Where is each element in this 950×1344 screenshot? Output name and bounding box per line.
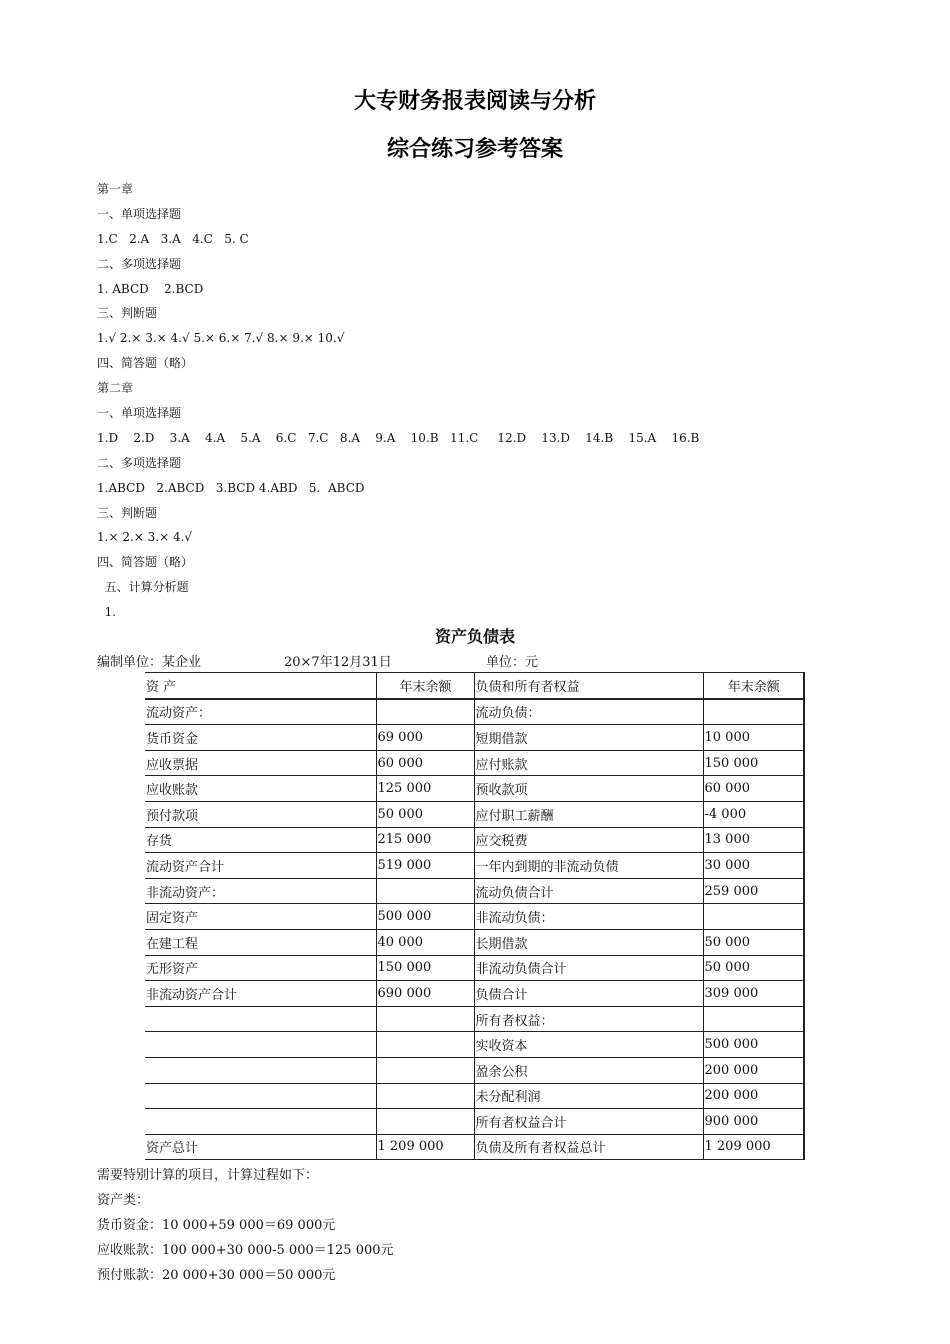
note-line: 货币资金：10 000+59 000＝69 000元 — [97, 1218, 336, 1233]
liability-balance-cell — [703, 699, 804, 725]
asset-item-cell — [145, 1006, 376, 1032]
table-row — [145, 750, 804, 776]
asset-item-cell — [145, 1109, 376, 1135]
answer-line: 1.C 2.A 3.A 4.C 5. C — [97, 231, 249, 246]
liability-item-cell: 未分配利润 — [474, 1083, 703, 1109]
liability-item-cell: 应交税费 — [474, 827, 703, 853]
liability-balance-cell: 60 000 — [703, 776, 804, 802]
liability-balance-cell: 30 000 — [703, 853, 804, 879]
chapter-2-heading: 第二章 — [97, 381, 134, 396]
liability-item-cell: 盈余公积 — [474, 1057, 703, 1083]
column-header: 资 产 — [145, 673, 376, 699]
liability-item-cell: 非流动负债合计 — [474, 955, 703, 981]
liability-balance-cell: 200 000 — [703, 1083, 804, 1109]
column-header: 年末余额 — [376, 673, 474, 699]
table-row — [145, 929, 804, 955]
asset-balance-cell: 60 000 — [376, 750, 474, 776]
asset-item-cell: 非流动资产： — [145, 878, 376, 904]
liability-item-cell: 短期借款 — [474, 725, 703, 751]
asset-balance-cell — [376, 1006, 474, 1032]
section-heading: 一、单项选择题 — [97, 406, 182, 421]
section-heading: 二、多项选择题 — [97, 455, 182, 470]
table-row — [145, 1134, 804, 1160]
note-line: 预付账款：20 000+30 000＝50 000元 — [97, 1268, 336, 1283]
asset-balance-cell: 500 000 — [376, 904, 474, 930]
report-date: 20×7年12月31日 — [284, 655, 392, 670]
preparer-unit: 编制单位：某企业 — [97, 655, 202, 670]
chapter-1-heading: 第一章 — [97, 182, 134, 196]
table-row — [145, 878, 804, 904]
note-line: 需要特别计算的项目，计算过程如下： — [97, 1168, 319, 1183]
liability-item-cell: 应付账款 — [474, 750, 703, 776]
note-line: 应收账款：100 000+30 000-5 000＝125 000元 — [97, 1243, 394, 1258]
question-number: 1. — [97, 605, 117, 620]
section-heading: 五、计算分析题 — [97, 580, 189, 595]
liability-item-cell: 一年内到期的非流动负债 — [474, 853, 703, 879]
balance-sheet-table — [145, 672, 805, 1160]
section-heading: 四、简答题（略） — [97, 356, 194, 371]
liability-item-cell: 流动负债： — [474, 699, 703, 725]
table-header-row — [145, 673, 804, 699]
section-heading: 三、判断题 — [97, 306, 158, 321]
liability-item-cell: 流动负债合计 — [474, 878, 703, 904]
section-heading: 二、多项选择题 — [97, 256, 182, 271]
liability-balance-cell: 10 000 — [703, 725, 804, 751]
document-subtitle: 综合练习参考答案 — [386, 136, 563, 162]
liability-balance-cell — [703, 1006, 804, 1032]
liability-balance-cell — [703, 904, 804, 930]
document-title: 大专财务报表阅读与分析 — [353, 88, 596, 114]
answer-line: 1.√ 2.× 3.× 4.√ 5.× 6.× 7.√ 8.× 9.× 10.√ — [97, 331, 345, 346]
liability-item-cell: 非流动负债： — [474, 904, 703, 930]
liability-balance-cell: 150 000 — [703, 750, 804, 776]
liability-balance-cell: 200 000 — [703, 1057, 804, 1083]
asset-item-cell: 预付款项 — [145, 801, 376, 827]
asset-balance-cell: 519 000 — [376, 853, 474, 879]
asset-balance-cell — [376, 699, 474, 725]
liability-item-cell: 实收资本 — [474, 1032, 703, 1058]
asset-balance-cell: 1 209 000 — [376, 1134, 474, 1160]
table-row — [145, 827, 804, 853]
asset-item-cell: 固定资产 — [145, 904, 376, 930]
liability-balance-cell: 50 000 — [703, 929, 804, 955]
asset-item-cell — [145, 1083, 376, 1109]
asset-item-cell: 在建工程 — [145, 929, 376, 955]
liability-balance-cell: 500 000 — [703, 1032, 804, 1058]
asset-item-cell — [145, 1057, 376, 1083]
liability-item-cell: 所有者权益合计 — [474, 1109, 703, 1135]
asset-balance-cell — [376, 1109, 474, 1135]
asset-balance-cell: 125 000 — [376, 776, 474, 802]
liability-balance-cell: 1 209 000 — [703, 1134, 804, 1160]
answer-list — [97, 177, 699, 625]
table-row — [145, 1032, 804, 1058]
asset-item-cell: 应收账款 — [145, 776, 376, 802]
asset-item-cell: 非流动资产合计 — [145, 981, 376, 1007]
column-header: 年末余额 — [703, 673, 804, 699]
liability-item-cell: 预收款项 — [474, 776, 703, 802]
liability-balance-cell: 50 000 — [703, 955, 804, 981]
asset-balance-cell: 69 000 — [376, 725, 474, 751]
asset-item-cell: 应收票据 — [145, 750, 376, 776]
asset-balance-cell — [376, 1057, 474, 1083]
liability-item-cell: 负债及所有者权益总计 — [474, 1134, 703, 1160]
table-row — [145, 955, 804, 981]
table-row — [145, 699, 804, 725]
currency-unit: 单位：元 — [486, 655, 539, 670]
liability-item-cell: 所有者权益： — [474, 1006, 703, 1032]
asset-item-cell: 存货 — [145, 827, 376, 853]
asset-balance-cell: 50 000 — [376, 801, 474, 827]
section-heading: 三、判断题 — [97, 505, 158, 520]
asset-item-cell: 资产总计 — [145, 1134, 376, 1160]
table-row — [145, 1006, 804, 1032]
answer-line: 1.D 2.D 3.A 4.A 5.A 6.C 7.C 8.A 9.A 10.B 11.C 12.D 13.D 14.B 15.A 16.B — [97, 430, 700, 445]
liability-balance-cell: -4 000 — [703, 801, 804, 827]
answer-line: 1.ABCD 2.ABCD 3.BCD 4.ABD 5. ABCD — [97, 480, 365, 495]
liability-item-cell: 应付职工薪酬 — [474, 801, 703, 827]
asset-balance-cell: 215 000 — [376, 827, 474, 853]
asset-item-cell: 无形资产 — [145, 955, 376, 981]
calculation-notes — [97, 1163, 394, 1288]
answer-line: 1. ABCD 2.BCD — [97, 281, 204, 296]
table-row — [145, 801, 804, 827]
table-row — [145, 904, 804, 930]
asset-balance-cell: 40 000 — [376, 929, 474, 955]
asset-balance-cell: 690 000 — [376, 981, 474, 1007]
section-heading: 四、简答题（略） — [97, 555, 194, 570]
table-row — [145, 1109, 804, 1135]
table-row — [145, 776, 804, 802]
asset-balance-cell — [376, 1083, 474, 1109]
liability-balance-cell: 309 000 — [703, 981, 804, 1007]
asset-item-cell: 流动资产合计 — [145, 853, 376, 879]
liability-balance-cell: 259 000 — [703, 878, 804, 904]
table-row — [145, 1083, 804, 1109]
table-row — [145, 853, 804, 879]
note-line: 资产类： — [97, 1193, 150, 1208]
column-header: 负债和所有者权益 — [474, 673, 703, 699]
asset-item-cell: 流动资产： — [145, 699, 376, 725]
asset-balance-cell: 150 000 — [376, 955, 474, 981]
asset-item-cell: 货币资金 — [145, 725, 376, 751]
asset-balance-cell — [376, 1032, 474, 1058]
asset-balance-cell — [376, 878, 474, 904]
asset-item-cell — [145, 1032, 376, 1058]
table-row — [145, 725, 804, 751]
table-row — [145, 1057, 804, 1083]
section-heading: 一、单项选择题 — [97, 206, 182, 221]
liability-item-cell: 长期借款 — [474, 929, 703, 955]
table-title: 资产负债表 — [434, 627, 515, 646]
liability-item-cell: 负债合计 — [474, 981, 703, 1007]
answer-line: 1.× 2.× 3.× 4.√ — [97, 530, 193, 545]
table-row — [145, 981, 804, 1007]
liability-balance-cell: 13 000 — [703, 827, 804, 853]
liability-balance-cell: 900 000 — [703, 1109, 804, 1135]
